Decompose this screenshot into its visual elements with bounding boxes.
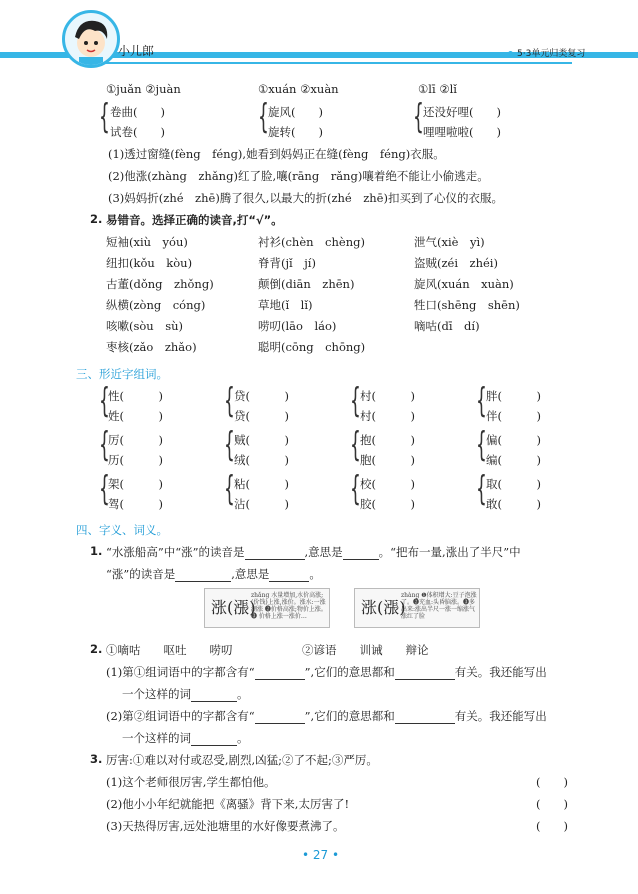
pinyin-options: ①xuán ②xuàn [258,82,339,96]
pinyin-word: 卷曲( ) [110,105,165,119]
question-number: 3. [90,752,103,766]
answer-blank[interactable] [191,701,237,702]
answer-paren[interactable]: ( ) [536,797,568,811]
brace-icon: { [413,97,424,137]
char-item: 偏( ) [486,433,541,447]
q3-item: (3)天热得厉害,远处池塘里的水好像要煮沸了。 [106,819,345,833]
q2-text: 一个这样的词 [122,687,191,701]
page-number-text: 27 [312,848,329,862]
char-item: 胶( ) [360,497,415,511]
mascot-logo-icon [62,10,120,68]
bullet-icon [508,51,513,56]
pron-item: 聪明(cōng chōng) [258,340,366,354]
answer-blank[interactable] [395,679,455,680]
char-item: 村( ) [360,409,415,423]
answer-blank[interactable] [191,745,237,746]
dict-text: zhàng ❶体积增大:豆子泡涨了。❷充血:头昏脑涨。❸多出来:涨出半尺一涨一缩涨气涨红了脸 [401,592,477,620]
brace-icon: { [350,425,361,465]
word-group-1: ①嘀咕 呕吐 唠叨 [106,643,233,657]
char-item: 抱( ) [360,433,415,447]
pron-item: 泄气(xiè yì) [414,235,485,249]
pinyin-options: ①juǎn ②juàn [106,82,181,96]
answer-blank[interactable] [395,723,455,724]
brace-icon: { [476,381,487,421]
pron-item: 脊背(jǐ jí) [258,256,316,270]
answer-paren[interactable]: ( ) [536,819,568,833]
sentence: (3)妈妈折(zhé zhē)腾了很久,以最大的折(zhé zhē)扣买到了心仪的衣服。 [108,191,503,205]
char-item: 驾( ) [108,497,163,511]
q1-text: “水涨船高”中“涨”的读音是 [106,545,245,559]
answer-blank[interactable] [245,559,305,560]
brace-icon: { [350,381,361,421]
char-item: 贷( ) [234,409,289,423]
pinyin-word: 旋风( ) [268,105,323,119]
char-item: 绒( ) [234,453,289,467]
char-item: 伴( ) [486,409,541,423]
pron-item: 短袖(xiù yóu) [106,235,188,249]
q3-item: (2)他小小年纪就能把《离骚》背下来,太厉害了! [106,797,350,811]
pron-item: 纵横(zòng cóng) [106,298,206,312]
section-title: 三、形近字组词。 [76,367,168,381]
q1-line-1 [106,544,521,560]
q2-text: (2)第②组词语中的字都含有“ [106,709,255,723]
dictionary-entry-2 [354,588,480,628]
pron-item: 衬衫(chèn chèng) [258,235,365,249]
q2-line-1 [106,664,547,680]
brace-icon: { [99,469,110,509]
pron-item: 旋风(xuán xuàn) [414,277,514,291]
q2-line-4: 一个这样的词 。 [122,731,249,745]
q1-text: ,意思是 [231,567,270,581]
char-item: 历( ) [108,453,163,467]
word-group-2: ②谚语 训诫 辩论 [302,643,429,657]
brace-icon: { [224,381,235,421]
char-item: 沾( ) [234,497,289,511]
char-item: 性( ) [108,389,163,403]
brace-icon: { [224,425,235,465]
pron-item: 唠叨(lāo láo) [258,319,337,333]
char-item: 厉( ) [108,433,163,447]
char-item: 村( ) [360,389,415,403]
question-number: 2. [90,212,103,226]
brace-icon: { [476,425,487,465]
brand-title: 小儿郎 [118,44,155,58]
pron-item: 纽扣(kǒu kòu) [106,256,193,270]
header-line [100,62,572,64]
q1-text: 。“把布一量,涨出了半尺”中 [378,545,521,559]
pinyin-word: 试卷( ) [110,125,165,139]
dictionary-entry-1 [204,588,330,628]
question-number: 2. [90,642,103,656]
dict-char: 涨(漲) [361,598,406,617]
header-subtitle [508,46,585,59]
sentence: (2)他涨(zhàng zhǎng)红了脸,嚷(rāng rǎng)嚷着绝不能让小偷逃走。 [108,169,489,183]
brace-icon: { [476,469,487,509]
q2-line-3 [106,708,547,724]
brace-icon: { [224,469,235,509]
pron-item: 嘀咕(dī dí) [414,319,480,333]
answer-paren[interactable]: ( ) [536,775,568,789]
dict-char: 涨(漲) [211,598,256,617]
brace-icon: { [99,381,110,421]
pinyin-options: ①lī ②lǐ [418,82,457,96]
sentence: (1)透过窗缝(fèng féng),她看到妈妈正在缝(fèng féng)衣服。 [108,147,445,161]
q2-line-2: 一个这样的词 。 [122,687,249,701]
char-item: 校( ) [360,477,415,491]
q2-text: 有关。我还能写出 [454,665,547,679]
char-item: 姓( ) [108,409,163,423]
q1-line-2 [106,566,321,582]
answer-blank[interactable] [255,723,305,724]
brace-icon: { [99,97,110,137]
q3-item: (1)这个老师很厉害,学生都怕他。 [106,775,276,789]
char-item: 架( ) [108,477,163,491]
pron-item: 枣核(zǎo zhǎo) [106,340,197,354]
q1-text: ,意思是 [304,545,343,559]
char-item: 取( ) [486,477,541,491]
pron-item: 咳嗽(sòu sù) [106,319,184,333]
char-item: 贼( ) [234,433,289,447]
question-title: 易错音。选择正确的读音,打“√”。 [106,213,283,227]
q2-text: (1)第①组词语中的字都含有“ [106,665,255,679]
pron-item: 颠倒(diān zhēn) [258,277,355,291]
char-item: 胞( ) [360,453,415,467]
question-number: 1. [90,544,103,558]
pinyin-word: 旋转( ) [268,125,323,139]
char-item: 敢( ) [486,497,541,511]
q2-text: ”,它们的意思都和 [304,665,395,679]
pron-item: 牲口(shēng shēn) [414,298,520,312]
subtitle-text: 5·3单元归类复习 [517,49,586,59]
pron-item: 古董(dǒng zhǒng) [106,277,214,291]
q1-text: 。 [309,567,321,581]
answer-blank[interactable] [343,559,379,560]
dict-text: zhǎng 水量增加,水价高涨;(价钱)上涨,涨价。涨水:一涨潮涨 ❷价格高涨;物价上涨。❸ 价格上涨一涨价… [251,592,327,620]
brace-icon: { [99,425,110,465]
page-number: • 27 • [302,848,340,862]
definition: 厉害:①难以对付或忍受,剧烈,凶猛;②了不起;③严厉。 [106,753,378,767]
pron-item: 盗贼(zéi zhéi) [414,256,498,270]
q1-text: “涨”的读音是 [106,567,176,581]
brace-icon: { [350,469,361,509]
pron-item: 草地(ǐ lǐ) [258,298,313,312]
answer-blank[interactable] [255,679,305,680]
char-item: 编( ) [486,453,541,467]
char-item: 粘( ) [234,477,289,491]
char-item: 贷( ) [234,389,289,403]
answer-blank[interactable] [269,581,309,582]
brace-icon: { [258,97,269,137]
pinyin-word: 还没好哩( ) [423,105,501,119]
pinyin-word: 哩哩啦啦( ) [423,125,501,139]
q2-text: 有关。我还能写出 [454,709,547,723]
char-item: 胖( ) [486,389,541,403]
q2-text: ”,它们的意思都和 [304,709,395,723]
q2-text: 一个这样的词 [122,731,191,745]
answer-blank[interactable] [175,581,231,582]
section-title: 四、字义、词义。 [76,523,168,537]
